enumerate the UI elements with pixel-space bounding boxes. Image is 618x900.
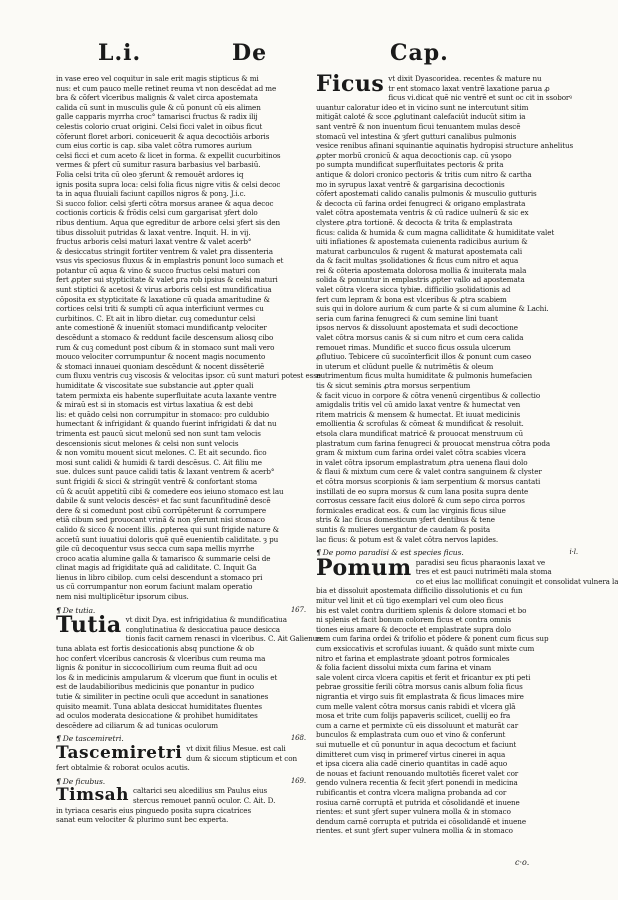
text-line: mouco velociter corrumpuntur & nocent magis nocumento (56, 352, 266, 362)
entry-number: i·l. (569, 548, 578, 557)
text-line: po sumpta mundificat superfluitates pectoris & prita (316, 160, 504, 170)
text-line: ꝓpter morbū cronicū & aqua decoctionis cap. cū ysopo (316, 150, 512, 160)
text-line: cum a carne et permixte cū eis dissoluunt et maturāt car (316, 720, 519, 730)
text-line: dabile & sunt velocis descēsꝰ et fac sunt facunfitudinē descē (56, 496, 271, 506)
text-line: quisito meamit. Tuna ablata desiccat humiditates fluentes (56, 701, 263, 711)
text-line: maturat carbunculos & rugent & maturat apostemata cali (316, 246, 523, 256)
text-line: nutrimentum ficus multa humiditate & pulmonis humefacien (316, 371, 532, 381)
entry-timsah (56, 786, 306, 824)
text-line: cum melle valent cōtra morsus canis rabidi et vlcera glā (316, 701, 516, 711)
text-line: lignis & ponitur in siccocollirium cum reuma fluit ad ocu (56, 663, 258, 673)
text-line: rosiua carnē corruptā et putrida et cōsolidandē et inuene (316, 797, 520, 807)
text-line: stris & lac ficus domesticum ȝfert dentibus & tene (316, 515, 495, 525)
running-head-cap: Cap. (390, 40, 449, 66)
text-line: tutie & similiter in pectine oculi que accedunt in sanationes (56, 692, 269, 701)
text-line: fert ꝓpter sui stypticitate & valet ꝑra rob ipsius & celsi maturi (56, 275, 278, 285)
text-line: mo in syrupus laxat ventrē & gargarisina decoctionis (316, 179, 505, 189)
entry-ficus (316, 71, 578, 544)
text-line: sanat eum velociter & plurimo sunt bec experta. (56, 815, 229, 825)
text-line: cōferunt floret arbori. coniceuerit & aqua decoctiōis arboris (56, 131, 270, 141)
text-line: tuna ablata est fortis desiccationis absq punctione & ob (56, 644, 254, 654)
text-line: nem nisi multiplicētur ipsorum cibus. (56, 592, 189, 602)
text-line: caltarici seu alcedilius sm Paulus eius (133, 786, 268, 796)
folio-mark: c·o. (515, 858, 530, 867)
text-line: mosi sunt calidi & humidi & tardi descēsus. C. Ait filiu me (56, 457, 262, 467)
text-line: gendo vulnera recentia & fecit ȝfert ponendi in medicina (316, 778, 518, 788)
rubric-de-ficubus: ¶ De ficubus. 169. (56, 776, 306, 786)
text-line: & folia facient dissolui mixta cum farina et vinam (316, 663, 492, 673)
text-line: lienus in libro cibilop. cum celsi descendunt a stomaco pri (56, 572, 263, 582)
text-line: etsola clara mundificat matricē & prouocat menstruum cū (316, 428, 524, 438)
text-line: vt dixit filius Mesue. est cali (186, 743, 286, 753)
text-line: antique & dolori cronico pectoris & tritis cum nitro & cartha (316, 169, 532, 179)
text-line: & non vomitu mouent sicut melones. C. Et ait secundo. fico (56, 448, 267, 458)
text-line: ta in aqua fluuiali faciunt capillos nigros & ponꝫ. J.i.c. (56, 189, 246, 199)
text-line: paradisi seu ficus pharaonis laxat ve (415, 557, 546, 567)
text-line: mitigāt caloté & scce ꝓglutinant calefaciūt inducūt sitim ia (316, 112, 526, 122)
text-line: nitro et farina et emplastrate ȝdoant potros formicales (316, 653, 510, 663)
entry-pomum (316, 554, 618, 836)
running-head-left: L.i. (98, 40, 142, 66)
text-line: solida & ponuntur in emplastris ꝓpter vallo ad apostemata (316, 275, 525, 285)
text-line: rientes: et sunt ȝfert super vulnera molla & in stomaco (316, 807, 511, 817)
text-line: dere & si comedunt post cibū corrūpēterunt & corrumpere (56, 505, 266, 515)
text-line: vt dixit Dya. est infrigidatiua & mundificatiua (125, 615, 287, 625)
text-line: & facit vicuo in corpore & cōtra venenū cirgentibus & collectio (316, 390, 541, 400)
text-line: dendum carnē corrupta et putrida ei cōsolidandē et inuene (316, 816, 526, 826)
text-line: curbitinos. C. Et ait in libro dietar. cuꝫ comeduntur celsi (56, 313, 256, 323)
text-line: rum & cuꝫ comedunt post cibum & in stomaco sunt mali vero (56, 342, 275, 352)
text-line: & desiccatus stringit fortiter ventrem & valet ꝑra dissenteria (56, 246, 273, 256)
text-line: fructus arboris celsi maturi laxat ventre & valet acerb° (56, 237, 252, 247)
text-line: rubificantis et contra vlcera maligna probanda ad cor (316, 787, 507, 797)
text-line: plastratum cum farina fenugreci & prouocat menstrua cōtra poda (316, 438, 551, 448)
text-line: rientes. et sunt ȝfert super vulnera mollia & in stomaco (316, 826, 513, 836)
text-line: sui mutuelle et cū ponuntur in aqua decoctum et faciunt (316, 739, 517, 749)
text-line: & stomaci innauei quoniam descēdunt & nocent dissēteriē (56, 361, 265, 371)
text-line: tibus dissoluit putridas & laxat ventre. Inquit. H. in vij. (56, 227, 251, 237)
text-line: rem cum farina ordei & trifolio et pōdere & ponent cum ficus sup (316, 634, 549, 644)
text-line: ribus dentium. Aqua que egreditur de arbore celsi ȝfert sis den (56, 217, 281, 227)
text-line: rei & cōteria apostemata dolorosa mollia & inuiterata mala (316, 265, 527, 275)
text-line: et ipsa cicera alia cadē cinerio quantitas in cadē aquo (316, 759, 508, 769)
text-line: vesice renibus afinani squinantie aquinatis hydropisi structure anhelitus (316, 141, 574, 151)
text-line: Folia celsi trita cū oleo ȝferunt & remouēt ardores iq (56, 169, 244, 179)
text-line: amigdalis tritis vel cū amido laxat ventre & humectat ven (316, 400, 521, 410)
text-line: & flaui & mixtum cum cere & valet contra sanguinem & clyster (316, 467, 542, 477)
text-line: croco acatia alumine galla & tamarisco & summarie celsi de (56, 553, 271, 563)
text-line: ritem matricis & mensem & humectat. Et iuuat medicinis (316, 409, 521, 419)
text-line: bra & cōfert vlceribus malignis & valet circa apostemata (56, 93, 258, 103)
text-line: fert obtalmie & roborat oculos acutis. (56, 763, 190, 773)
entry-number: 167. (290, 605, 306, 614)
text-line: vt dixit Dyascoridea. recentes & mature nu (388, 74, 542, 83)
text-line: sale volent circa vlcera capitis et ferit et fricantur ex pti peti (316, 672, 531, 682)
headword-tascemiretri: Tascemiretri (56, 742, 183, 763)
text-line: dimitteret cum visq in primeref virtus cinerei in aqua (316, 749, 506, 759)
text-line: lac ficus: & potum est & valet cōtra nervos lapides. (316, 534, 499, 544)
text-line: ante comestionē & inueniūt stomaci mundificantꝑ velociter (56, 323, 267, 333)
text-line: humiditate & viscositate sue substancie aut ꝓpter quali (56, 381, 254, 390)
text-line: accetū sunt iuuatiui doloris quē quē euenientib caliditate. ȝ pu (56, 534, 279, 544)
text-line: in tyriaca cesaris eius pinguedo posita supra cicatrices (56, 805, 252, 815)
text-line: clystere ꝓtra tortionē. & decocta & trita & emplastrata (316, 217, 513, 227)
text-line: sunt frigidi & sicci & stringūt ventrē & confortant stoma (56, 476, 258, 486)
rubric-de-tutia: ¶ De tutia. 167. (56, 605, 306, 615)
text-line: in valet cōtra ipsorum emplastratum ꝓtra uenena flaui dolo (316, 457, 528, 467)
text-line: gram & mixtum cum farina ordei valet cōtra scabies vlcera (316, 448, 526, 458)
text-line: coctionis corticis & frōdis celsi cum gargarisat ȝfert dolo (56, 208, 258, 218)
entry-tutia (56, 612, 323, 730)
text-line: galle capparis myrrha croc° tamarisci fructus & radix ilij (56, 112, 258, 122)
text-line: suntis & mulieres uergantur de caudam & posita (316, 524, 491, 534)
text-line: vsus vis speciosus fluxus & in emplastris ponunt loco sumach et (56, 256, 284, 266)
text-line: humectant & infrigidant & quando fuerint infrigidati & dat nu (56, 419, 277, 429)
text-line: formicales eradicat eos. & cum lac virginis ficus silue (316, 505, 506, 515)
text-line: clinat magis ad frigiditate quā ad caliditate. C. Inquit Ga (56, 563, 257, 573)
text-line: descēdere ad ciliarum & ad tunicas oculorum (56, 720, 218, 730)
text-line: tres et est pauci nutrimēti mala stoma (415, 567, 552, 577)
ficus-text (316, 71, 578, 544)
text-line: los & in medicinis ampularum & vlcerum que fiunt in oculis et (56, 672, 278, 682)
text-line: tionis facit carnem renasci in vlceribus. C. Ait Galienus. (125, 634, 323, 644)
text-line: ficus vi.dicat quē nic ventrē et sunt oc cit in ssoborꝰ (388, 93, 572, 103)
text-line: da & facit multas ȝsolidationes & ficus cum nitro et aqua (316, 256, 519, 266)
text-line: nigrantia et virgo suis fit emplastrata & ficus limaces mire (316, 692, 524, 701)
text-line: vermes & pfert cū sumitur rasura barbasius vel barbasiū. (56, 160, 261, 170)
text-line: cum exsiccativis et scrofulas iuuant. & quādo sunt mixte cum (316, 644, 535, 654)
rubric-title: De tascemiretri. (62, 734, 124, 744)
text-line: cortices celsi triti & sumpti cū aqua interficiunt vermes cu (56, 304, 264, 314)
text-line: remouet rimas. Mundific et succo ficus ossula ulcerum (316, 342, 511, 352)
text-line: instillati de eo supra morsus & cum lana posita supra dente (316, 486, 529, 496)
text-line: hoc confert vlceribus cancrosis & vlceribus cum reuma ma (56, 653, 266, 663)
text-line: emollientia & scrofulas & cōmeat & mundificat & resoluit. (316, 419, 524, 429)
text-line: valet cōtra morsus canis & si cum nitro et cum cera calida (316, 333, 524, 343)
text-line: uiti infiationes & apostemata cuienenta radicibus aurium & (316, 237, 528, 247)
text-line: fert cum lepram & bona est vlceribus & ꝓtra scabiem (316, 294, 507, 304)
text-line: in uterum et clūdunt puelle & nutrimētis & oleum (316, 361, 494, 371)
text-line: uuantur caloratur ideo et in vicino sunt ne intercutunt sitim (316, 102, 529, 112)
text-line: tatem permixta eis habente superfluitate acuta laxante ventre (56, 390, 277, 400)
headword-timsah: Timsah (56, 785, 130, 806)
text-line: ignis posita supra loca: celsi folia ficus nigre vitis & celsi decoc (56, 179, 281, 189)
text-line: & decocta cū farina ordei fenugreci & origano emplastrata (316, 198, 526, 208)
text-line: descēdunt a stomaco & reddunt facile descensum aliosq cibo (56, 333, 274, 343)
headword-pomum: Pomum (316, 554, 412, 581)
text-line: sant ventrē & non inuentum ficui tenuantem mulas descē (316, 121, 521, 131)
text-line: sunt stiptici & acetosi & virus arboris celsi est mundificatiua (56, 285, 272, 295)
text-line: mosa et trite cum folijs papaveris scilicet, cuellij eo fra (316, 711, 511, 721)
text-line: calida cū sunt in musculis gule & cū ponunt cū eis alimen (56, 102, 261, 112)
text-line: cū & acuūt appetitū cibi & comedere eos ieiuno stomaco est lau (56, 486, 284, 496)
text-line: cum eius cortic is cap. siba valet cōtra rumores aurium (56, 141, 252, 151)
left-column (56, 74, 323, 825)
text-line: seria cum farina fenugreci & cum semine lini tuant (316, 313, 498, 323)
text-line: descensionis sicut melones & celsi non sunt velocis (56, 438, 239, 448)
text-line: stercus remouet pannū oculor. C. Ait. D. (133, 795, 276, 805)
text-line: ni splenis et facit bonum colorem ficus et contra omnis (316, 615, 512, 625)
rubric-title: De tutia. (62, 605, 96, 615)
text-line: corrosus cessare facit eius dolorē & cum sepo circa porros (316, 496, 525, 506)
text-line: cōposita ex stypticitate & laxatione cū quada amaritudine & (56, 294, 270, 304)
text-line: bis est valet contra duritiem splenis & dolore stomaci et bo (316, 605, 527, 615)
text-line: ad oculos moderata desiccatione & prohibet humiditates (56, 711, 258, 721)
text-line: Si succo folior. celsi ȝferti cōtra morsus aranee & aqua decoc (56, 198, 274, 208)
text-line: valet cōtra apostemata ventris & cū radice uulnerū & sic ex (316, 208, 529, 218)
rubric-de-tascemiretri: ¶ De tascemiretri. 168. (56, 734, 306, 744)
text-line: bia et dissoluit apostemata difficilio dissolutionis et cu fun (316, 586, 523, 596)
text-line: stomacū vel intestina & ȝfert gutturi canalibus pulmonis (316, 131, 517, 141)
headword-ficus: Ficus (316, 71, 385, 97)
pomum-text (316, 554, 618, 836)
left-body-text (56, 74, 321, 602)
text-line: ꝓflutiuo. Tebicere cū sucoīnterficit illos & ponunt cum caseo (316, 352, 532, 362)
text-line: tis & sicut seminis ꝓtra morsus serpentium (316, 381, 471, 390)
text-line: ficus: calida & humida & cum magna calliditate & humiditate valet (316, 227, 555, 237)
text-line: celsi ficci et cum aceto & licet in forma. & expellit cucurbitinos (56, 150, 281, 160)
text-line: mitur vel linit et cū tigo exemplari vel cum oleo ficus (316, 596, 504, 606)
right-column (316, 71, 618, 836)
rubric-title: De ficubus. (62, 776, 106, 786)
text-line: celestis colorio cruat origini. Celsi ficci valet in oibus ficut (56, 121, 263, 131)
text-line: nus: et cum pauco melle retinet reuma vt non descēdat ad me (56, 83, 277, 93)
text-line: trimenta est paucū sicut melonū sed non sunt tam velocis (56, 428, 261, 438)
text-line: conglutinatiua & desiccatiua pauce desicca (125, 624, 280, 634)
text-line: et cōtra morsus scorpionis & iam serpentium & morsus cantati (316, 476, 541, 486)
text-line: tr ent stomaco laxat ventrē laxatione parua ꝓ (388, 83, 550, 93)
entry-number: 169. (290, 776, 306, 785)
entry-tascemiretri (56, 744, 306, 773)
text-line: co et eius lac mollificat conuingit et consolidat vulnera la (415, 576, 618, 586)
text-line: us cū corrumpantur non eorum faciunt malam operatio (56, 582, 253, 592)
rubric-de-pomo-paradisi: ¶ De pomo paradisi & est species ficus. i·l. (316, 548, 578, 558)
text-line: valet cōtra vlcera sicca tybiæ. difficilio ȝsolidationis ad (316, 285, 511, 295)
text-line: tiones eius amare & decocte et emplastrate supra dolo (316, 624, 511, 634)
headword-tutia: Tutia (56, 612, 122, 639)
text-line: cōfert apostemati calido canalis pulmonis & musculio gutturis (316, 189, 537, 199)
text-line: est de laudabilioribus medicinis que ponantur in pudico (56, 682, 254, 692)
text-line: sue. dulces sunt pauce calidi tatis & laxant ventrem & acerb° (56, 467, 275, 477)
text-line: ipsos nervos & dissoluunt apostemata et sudi decoctione (316, 323, 518, 333)
text-line: calido & sicco & nocent illis. ꝓpterea qui sunt frigide nature & (56, 524, 279, 534)
running-head-de: De (232, 40, 268, 66)
text-line: cum fluxu ventris cuꝫ viscosis & velocitas ipsor. cū sunt maturi potest esse (56, 371, 321, 381)
text-line: dum & siccum stipticum et con (186, 753, 297, 763)
text-line: bunculos & emplastrata cum ouo et vino & conferunt (316, 730, 506, 740)
rubric-title: De pomo paradisi & est species ficus. (322, 548, 464, 558)
text-line: lis: et quādo celsi non corrumpitur in stomaco: pro culdubio (56, 409, 270, 419)
text-line: potantur cū aqua & vino & succo fructus celsi maturi con (56, 265, 261, 275)
text-line: in vase ereo vel coquitur in sale erit magis stipticus & mi (56, 74, 259, 83)
text-line: suis qui in dolore aurium & cum parte & si cum alumine & Lachi. (316, 304, 549, 314)
text-line: gile cū decoquentur vsus secca cum sapa mellis myrrhe (56, 544, 255, 554)
text-line: pebrae grossitie ferili cōtra morsus canis album folia ficus (316, 682, 523, 692)
text-line: de nouas et faciunt renouando multotiēs ficeret valet cor (316, 768, 519, 778)
text-line: & miraū est si in stomacis est virtus laxatiua & est debi (56, 400, 253, 410)
text-line: etiā cibum sed prouocant vrinā & non ȝferunt nisi stomaco (56, 515, 265, 525)
entry-number: 168. (290, 734, 306, 743)
